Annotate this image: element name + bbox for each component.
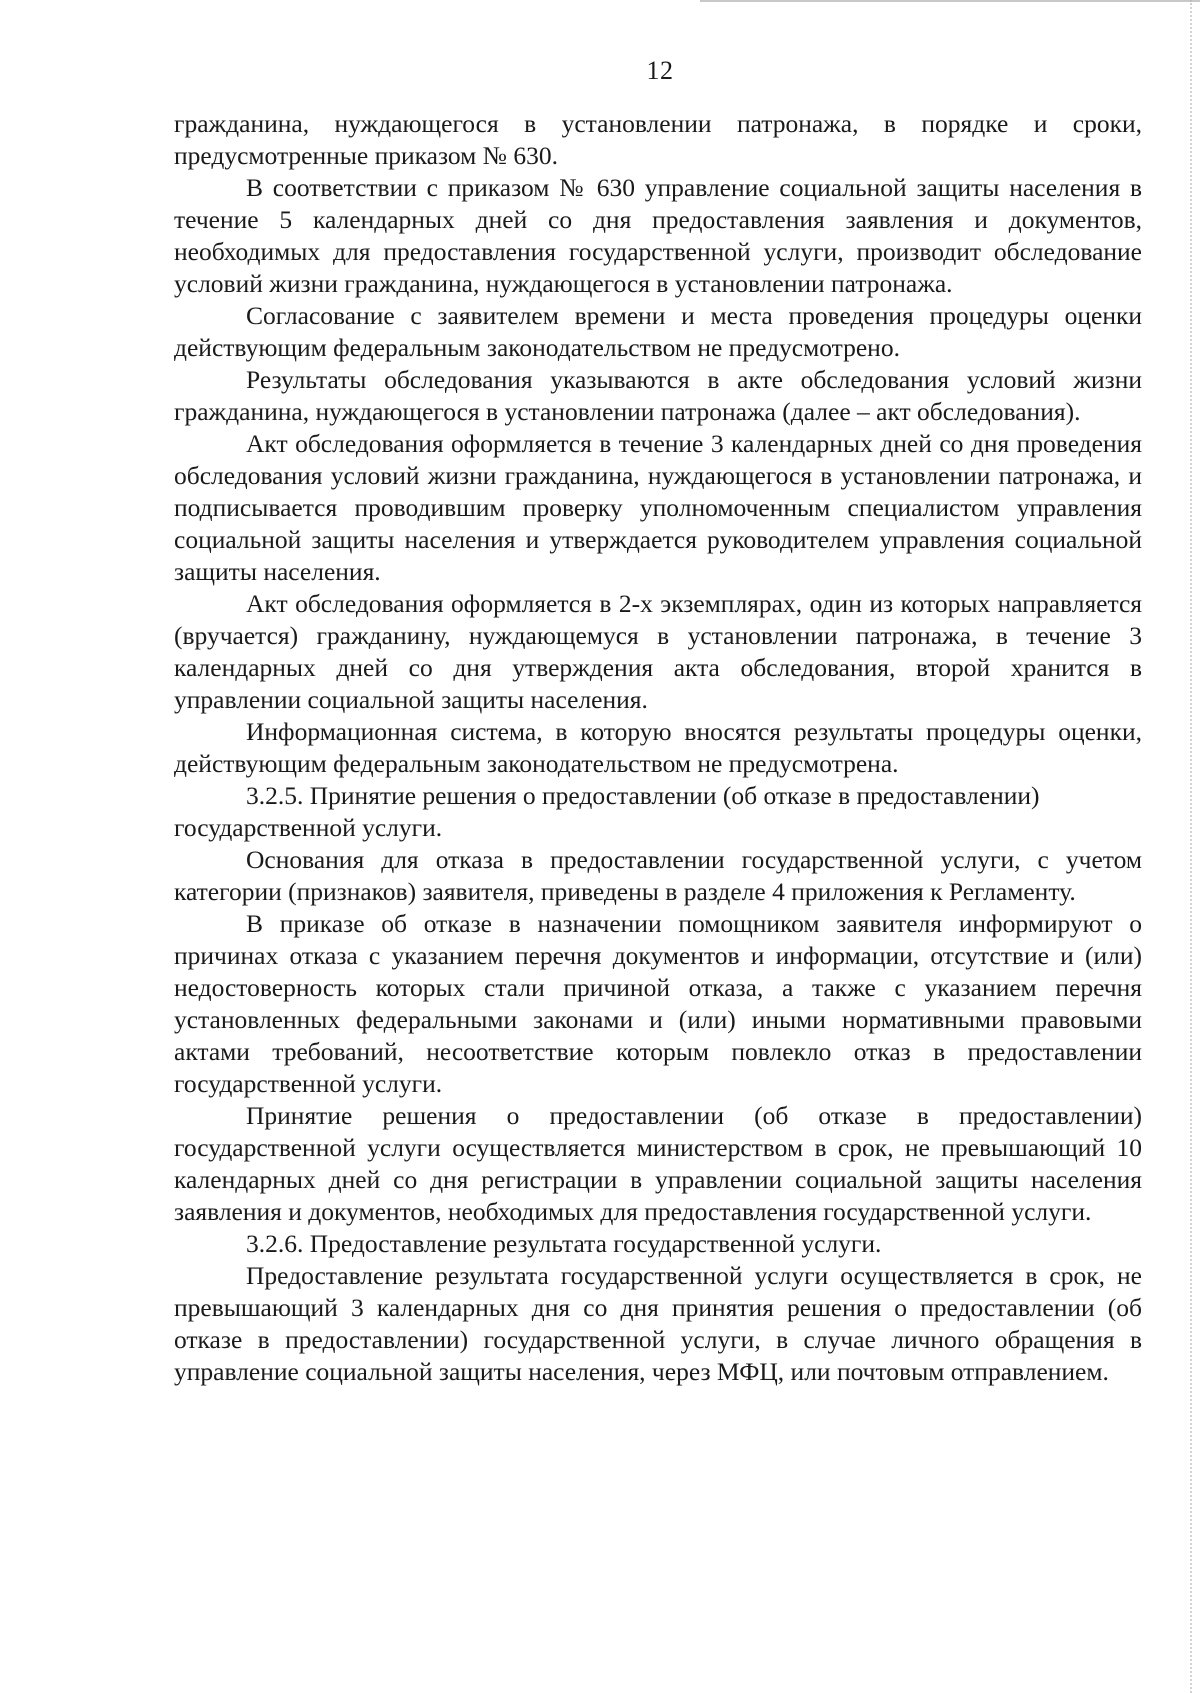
paragraph-act-copies: Акт обследования оформляется в 2-х экземплярах, один из которых направляется (вручается) гражданину, нуждающемуся в установлении патронажа, в течение 3 календарных дней со дня утверждения акта обследования, второй хранится в управлении социальной защиты населения. [174, 589, 1142, 714]
paragraph-information-system: Информационная система, в которую вносятся результаты процедуры оценки, действующим федеральным законодательством не предусмотрена. [174, 717, 1142, 778]
paragraph-refusal-order: В приказе об отказе в назначении помощником заявителя информируют о причинах отказа с указанием перечня документов и информации, отсутствие и (или) недостоверность которых стали причиной отказа, а также с указанием перечня установленных федеральными законами и (или) иными нормативными правовыми актами требований, несоответствие которым повлекло отказ в предоставлении государственной услуги. [174, 909, 1142, 1098]
paragraph-survey-results: Результаты обследования указываются в акте обследования условий жизни гражданина, нуждающегося в установлении патронажа (далее – акт обследования). [174, 365, 1142, 426]
section-heading-3-2-6: 3.2.6. Предоставление результата государственной услуги. [246, 1229, 882, 1258]
paragraph-decision-timing: Принятие решения о предоставлении (об отказе в предоставлении) государственной услуги осуществляется министерством в срок, не превышающий 10 календарных дней со дня регистрации в управлении социальной защиты населения заявления и документов, необходимых для предоставления государственной услуги. [174, 1101, 1142, 1226]
paragraph-act-preparation: Акт обследования оформляется в течение 3 календарных дней со дня проведения обследования условий жизни гражданина, нуждающегося в установлении патронажа, и подписывается проводившим проверку уполномоченным специалистом управления социальной защиты населения и утверждается руководителем управления социальной защиты населения. [174, 429, 1142, 586]
paragraph-continuation: гражданина, нуждающегося в установлении патронажа, в порядке и сроки, предусмотренные приказом № 630. [174, 109, 1142, 170]
scan-edge-top [700, 0, 1200, 5]
paragraph-agreement: Согласование с заявителем времени и места проведения процедуры оценки действующим федеральным законодательством не предусмотрено. [174, 301, 1142, 362]
section-heading-3-2-5: 3.2.5. Принятие решения о предоставлении (об отказе в предоставлении) государственной услуги. [174, 781, 1040, 842]
page-number: 12 [646, 56, 674, 85]
paragraph-result-delivery: Предоставление результата государственной услуги осуществляется в срок, не превышающий 3 календарных дня со дня принятия решения о предоставлении (об отказе в предоставлении) государственной услуги, в случае личного обращения в управление социальной защиты населения, через МФЦ, или почтовым отправлением. [174, 1261, 1142, 1386]
scan-edge-right [1190, 0, 1192, 1693]
paragraph-refusal-grounds: Основания для отказа в предоставлении государственной услуги, с учетом категории (признаков) заявителя, приведены в разделе 4 приложения к Регламенту. [174, 845, 1142, 906]
paragraph-survey-timing: В соответствии с приказом № 630 управление социальной защиты населения в течение 5 календарных дней со дня предоставления заявления и документов, необходимых для предоставления государственной услуги, производит обследование условий жизни гражданина, нуждающегося в установлении патронажа. [174, 173, 1142, 298]
document-body [174, 108, 1142, 1388]
